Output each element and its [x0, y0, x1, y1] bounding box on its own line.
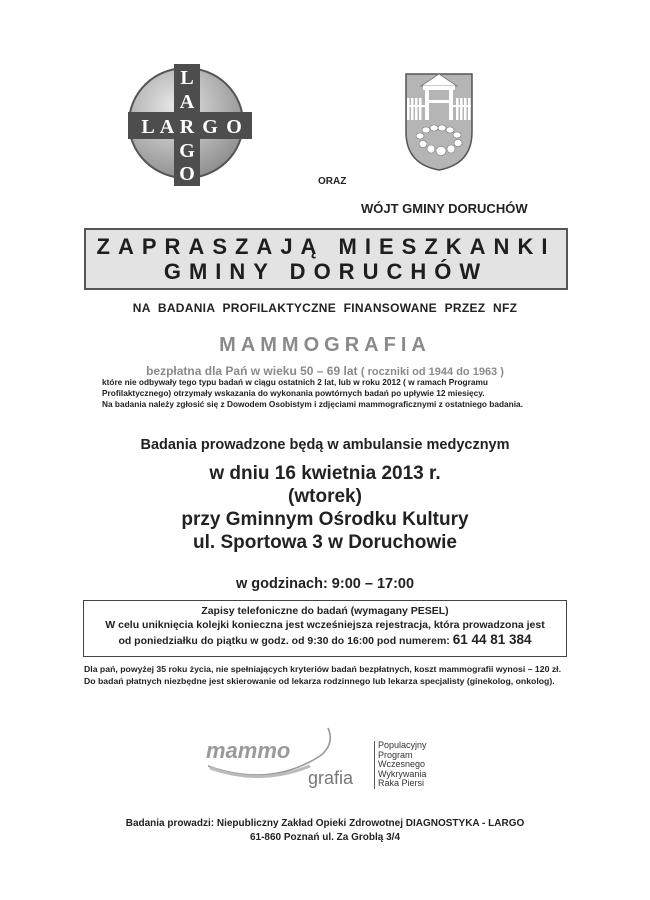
oraz-text: ORAZ: [318, 176, 347, 187]
registration-title: Zapisy telefoniczne do badań (wymagany PESEL): [201, 605, 449, 617]
free-text: bezpłatna dla Pań w wieku 50 – 69 lat: [146, 364, 358, 378]
svg-text:A: A: [179, 91, 195, 113]
paid-info-text: Dla pań, powyżej 35 roku życia, nie spełniających kryteriów badań bezpłatnych, koszt mammografii wynosi – 120 zł. Do badań płatnych niezbędne jest skierowanie od lekarza rodzinnego lub lekarza specjalisty (ginekolog, onkolog).: [84, 664, 562, 686]
event-weekday: (wtorek): [288, 486, 362, 507]
svg-text:R: R: [179, 116, 195, 138]
svg-text:G: G: [202, 116, 218, 138]
exam-name: MAMMOGRAFIA: [219, 334, 431, 356]
registration-line-1: W celu uniknięcia kolejki konieczna jest wcześniejsza rejestracja, która prowadzona jest: [105, 619, 545, 631]
svg-text:L: L: [141, 116, 155, 138]
svg-text:G: G: [179, 140, 195, 162]
program-line: Populacyjny: [378, 740, 427, 750]
program-text: [374, 741, 427, 789]
program-line: Raka Piersi: [378, 778, 425, 788]
event-place: przy Gminnym Ośrodku Kultury: [181, 509, 469, 530]
title-line-2: GMINY DORUCHÓW: [163, 259, 489, 284]
criteria-line: które nie odbywały tego typu badań w ciągu ostatnich 2 lat, lub w roku 2012 ( w ramach Programu: [102, 377, 488, 387]
ambulance-text: Badania prowadzone będą w ambulansie medycznym: [140, 437, 510, 453]
criteria-line: Profilaktycznego) otrzymały wskazania do wykonania powtórnych badań po upływie 12 miesięcy.: [102, 388, 485, 398]
svg-text:L: L: [180, 67, 194, 89]
criteria-text: [102, 377, 582, 410]
phone-number: 61 44 81 384: [452, 632, 532, 647]
wojt-text: WÓJT GMINY DORUCHÓW: [361, 201, 528, 216]
event-details: [0, 462, 650, 554]
program-line: Wczesnego: [378, 759, 426, 769]
coat-of-arms: [404, 72, 474, 172]
largo-logo: [120, 60, 256, 190]
mammografia-logo: [200, 726, 380, 794]
registration-hours: od poniedziałku do piątku w godz. od 9:30 do 16:00 pod numerem:: [118, 635, 453, 647]
event-hours: w godzinach: 9:00 – 17:00: [235, 576, 415, 592]
event-date: w dniu 16 kwietnia 2013 r.: [209, 463, 441, 484]
svg-text:A: A: [159, 116, 175, 138]
provider-name: Badania prowadzi: Niepubliczny Zakład Opieki Zdrowotnej DIAGNOSTYKA - LARGO: [125, 818, 525, 829]
title-line-1: ZAPRASZAJĄ MIESZKANKI: [96, 234, 556, 259]
mammo-word: mammo: [206, 738, 291, 763]
event-address: ul. Sportowa 3 w Doruchowie: [193, 532, 457, 553]
eligibility-line: [0, 364, 650, 378]
criteria-line: Na badania należy zgłosić się z Dowodem Osobistym i zdjęciami mammograficznymi z ostatniego badania.: [102, 399, 523, 409]
subtitle: NA BADANIA PROFILAKTYCZNE FINANSOWANE PRZEZ NFZ: [132, 301, 518, 315]
svg-text:O: O: [179, 163, 195, 185]
years-text: ( roczniki od 1944 do 1963 ): [360, 366, 504, 378]
svg-text:O: O: [226, 116, 242, 138]
program-line: Wykrywania: [378, 768, 427, 779]
provider-address: 61-860 Poznań ul. Za Groblą 3/4: [249, 832, 401, 843]
grafia-word: grafia: [308, 768, 354, 788]
registration-line-2: [84, 632, 566, 649]
registration-box: [83, 600, 567, 657]
program-line: Program: [378, 749, 413, 760]
invitation-title-box: [84, 228, 568, 290]
